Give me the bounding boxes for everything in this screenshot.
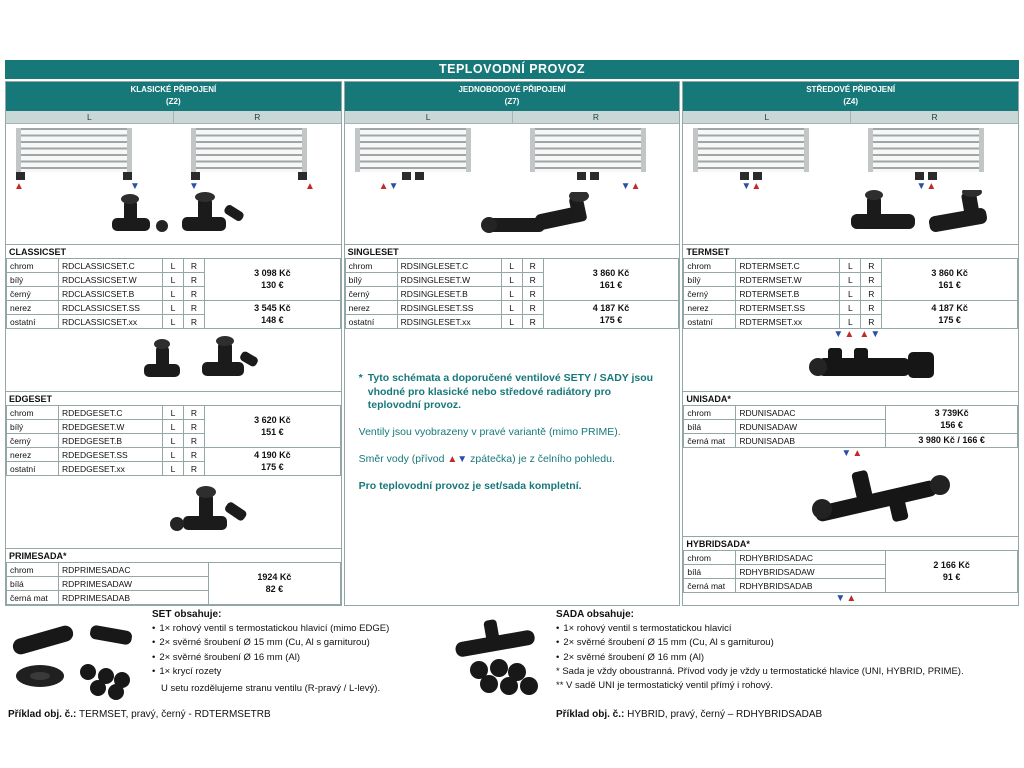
cell-color: bílý: [7, 420, 59, 434]
supply-arrow-icon: ▲: [859, 329, 870, 340]
list-item: [556, 622, 1001, 636]
label-right-variant: R: [254, 112, 261, 122]
cell-left: L: [163, 315, 184, 329]
supply-arrow-icon: ▲: [926, 181, 937, 192]
radiator-right-illustration: [191, 128, 307, 172]
cell-right: R: [861, 287, 882, 301]
label-left-variant: L: [6, 111, 174, 123]
cell-right: R: [522, 287, 543, 301]
cell-code: RDHYBRIDSADAC: [736, 551, 886, 565]
note-water-direction-pre: Směr vody (přívod: [358, 452, 445, 465]
sada-contents-block: [556, 609, 1001, 693]
return-arrow-icon: ▼: [833, 329, 844, 340]
sada-note-2: ** V sadě UNI je termostatický ventil přímý i rohový.: [556, 680, 773, 691]
cell-left: L: [840, 301, 861, 315]
cell-left: L: [501, 301, 522, 315]
table-row: [684, 301, 1018, 315]
label-right-variant: R: [931, 112, 938, 122]
cell-right: R: [522, 315, 543, 329]
cell-code: RDPRIMESADAW: [59, 577, 209, 591]
direction-indicators: [683, 448, 1018, 460]
note-schemas-text: Tyto schémata a doporučené ventilové SETY / SADY jsou vhodné pro klasické nebo středové radiátory pro teplovodní provoz.: [367, 372, 654, 412]
cell-color: bílá: [684, 565, 736, 579]
cell-code: RDCLASSICSET.W: [59, 273, 163, 287]
cell-color: černý: [345, 287, 397, 301]
price-eur: 151 €: [261, 426, 284, 437]
list-item: [556, 651, 1001, 665]
example-order-left: [8, 709, 271, 720]
bullet-icon: •: [556, 651, 560, 663]
price-eur: 161 €: [938, 279, 961, 290]
column-header: [6, 82, 341, 111]
cell-code: RDTERMSET.C: [736, 259, 840, 273]
cell-right: R: [522, 259, 543, 273]
cell-price: [543, 301, 679, 329]
cell-code: RDTERMSET.SS: [736, 301, 840, 315]
unisada-table: [683, 405, 1018, 448]
cell-right: R: [184, 301, 205, 315]
cell-code: RDUNISADAB: [736, 434, 886, 448]
price-czk: 3 739Kč: [934, 408, 969, 419]
list-item-text: 2× svěrné šroubení Ø 15 mm (Cu, Al s garniturou): [563, 637, 774, 649]
cell-code: RDSINGLESET.xx: [397, 315, 501, 329]
cell-price: [209, 563, 341, 605]
example-text: TERMSET, pravý, černý - RDTERMSETRB: [76, 709, 271, 720]
price-czk: 4 187 Kč: [931, 303, 968, 314]
diagram-stredove: [683, 124, 1018, 244]
cell-right: R: [184, 434, 205, 448]
radiator-right-illustration: [868, 128, 984, 172]
list-item-text: 2× svěrné šroubení Ø 16 mm (Al): [563, 651, 705, 663]
cell-right: R: [184, 315, 205, 329]
column-header: [683, 82, 1018, 111]
hybridsada-table: [683, 550, 1018, 593]
cell-right: R: [522, 273, 543, 287]
cell-price: [886, 551, 1018, 593]
cell-left: L: [163, 273, 184, 287]
cell-code: RDSINGLESET.B: [397, 287, 501, 301]
cell-right: R: [184, 259, 205, 273]
column-klasicke-pripojeni: [5, 81, 342, 606]
supply-arrow-icon: ▲: [751, 181, 762, 192]
set-name-primesada: PRIMESADA*: [6, 548, 341, 562]
edgeset-photo-area: [6, 329, 341, 391]
classicset-table: [6, 258, 341, 329]
label-right-variant: R: [592, 112, 599, 122]
cell-color: nerez: [684, 301, 736, 315]
note-water-direction: [359, 453, 666, 467]
direction-indicators: [683, 593, 1018, 605]
cell-left: L: [163, 462, 184, 476]
unisada-photo-area: [683, 341, 1018, 391]
table-row: [7, 448, 341, 462]
cell-code: RDEDGESET.xx: [59, 462, 163, 476]
cell-color: chrom: [7, 563, 59, 577]
cell-right: R: [861, 315, 882, 329]
termset-product-photo: [843, 190, 1008, 240]
list-item: [152, 622, 440, 636]
return-arrow-icon: ▼: [130, 181, 140, 192]
set-contents-footer: U setu rozdělujeme stranu ventilu (R-pravý / L-levý).: [161, 683, 381, 694]
set-name-singleset: SINGLESET: [345, 244, 680, 258]
column-header: [345, 82, 680, 111]
cell-color: bílý: [7, 273, 59, 287]
supply-arrow-icon: ▲: [447, 453, 458, 465]
singleset-table: [345, 258, 680, 329]
cell-right: R: [861, 259, 882, 273]
cell-color: bílý: [345, 273, 397, 287]
column-header-code: (Z7): [504, 97, 520, 106]
cell-color: černá mat: [684, 579, 736, 593]
list-item-text: 1× krycí rozety: [159, 665, 222, 677]
bullet-icon: •: [556, 623, 560, 634]
cell-code: RDCLASSICSET.xx: [59, 315, 163, 329]
cell-left: L: [163, 406, 184, 420]
cell-price: [205, 406, 341, 448]
radiator-right-illustration: [530, 128, 646, 172]
cell-right: R: [861, 273, 882, 287]
return-arrow-icon: ▼: [835, 593, 846, 604]
cell-left: L: [163, 287, 184, 301]
page-title: TEPLOVODNÍ PROVOZ: [5, 60, 1019, 79]
price-eur: 175 €: [261, 461, 284, 472]
set-contents-block: [152, 609, 440, 695]
column-header-code: (Z2): [166, 97, 181, 106]
list-item-text: 2× svěrné šroubení Ø 15 mm (Cu, Al s garniturou): [159, 637, 370, 649]
cell-left: L: [840, 315, 861, 329]
cell-color: bílá: [7, 577, 59, 591]
return-arrow-icon: ▼: [388, 181, 399, 192]
cell-left: L: [501, 315, 522, 329]
cell-color: chrom: [345, 259, 397, 273]
cell-color: bílý: [684, 273, 736, 287]
singleset-product-photo: [475, 192, 625, 240]
cell-right: R: [184, 287, 205, 301]
primesada-product-photo: [153, 482, 273, 542]
supply-arrow-icon: ▲: [14, 181, 24, 192]
cell-code: RDEDGESET.C: [59, 406, 163, 420]
lr-header: [6, 111, 341, 124]
cell-left: L: [163, 301, 184, 315]
cell-code: RDTERMSET.W: [736, 273, 840, 287]
column-header-title: STŘEDOVÉ PŘIPOJENÍ: [806, 85, 896, 94]
cell-left: L: [840, 273, 861, 287]
return-arrow-icon: ▼: [189, 181, 199, 192]
radiator-left-illustration: [16, 128, 132, 172]
edgeset-product-photo: [136, 334, 266, 386]
termset-table: [683, 258, 1018, 329]
price-eur: 148 €: [261, 314, 284, 325]
cell-right: R: [184, 420, 205, 434]
columns-container: [5, 81, 1019, 606]
cell-code: RDCLASSICSET.B: [59, 287, 163, 301]
cell-left: L: [163, 259, 184, 273]
price-eur: 156 €: [940, 419, 963, 430]
cell-left: L: [163, 434, 184, 448]
cell-right: R: [184, 406, 205, 420]
cell-color: ostatní: [684, 315, 736, 329]
cell-left: L: [840, 259, 861, 273]
cell-price: [886, 406, 1018, 434]
set-name-termset: TERMSET: [683, 244, 1018, 258]
cell-code: RDSINGLESET.SS: [397, 301, 501, 315]
cell-code: RDSINGLESET.W: [397, 273, 501, 287]
lr-header: [345, 111, 680, 124]
cell-color: černá mat: [684, 434, 736, 448]
column-jednobodove-pripojeni: [344, 81, 681, 606]
cell-code: RDCLASSICSET.SS: [59, 301, 163, 315]
cell-color: chrom: [7, 259, 59, 273]
set-name-classicset: CLASSICSET: [6, 244, 341, 258]
cell-price: [882, 259, 1018, 301]
cell-left: L: [163, 420, 184, 434]
note-schemas: [359, 372, 666, 413]
supply-arrow-icon: ▲: [378, 181, 389, 192]
price-czk: 3 620 Kč: [254, 415, 291, 426]
cell-code: RDEDGESET.B: [59, 434, 163, 448]
price-czk: 3 545 Kč: [254, 303, 291, 314]
cell-color: chrom: [684, 551, 736, 565]
cell-right: R: [184, 462, 205, 476]
price-czk: 4 190 Kč: [254, 450, 291, 461]
cell-code: RDUNISADAC: [736, 406, 886, 420]
label-left-variant: L: [345, 111, 513, 123]
table-row: [684, 259, 1018, 273]
notes-block: [345, 329, 680, 494]
cell-color: ostatní: [345, 315, 397, 329]
cell-color: ostatní: [7, 315, 59, 329]
unisada-product-photo: [796, 344, 946, 388]
column-stredove-pripojeni: [682, 81, 1019, 606]
list-item: [556, 636, 1001, 650]
cell-color: chrom: [684, 406, 736, 420]
bullet-icon: •: [152, 623, 156, 634]
table-row: [7, 563, 341, 577]
price-czk: 3 860 Kč: [931, 268, 968, 279]
supply-arrow-icon: ▲: [852, 448, 863, 459]
table-row: [7, 259, 341, 273]
example-order-right: [556, 709, 822, 720]
column-header-title: KLASICKÉ PŘIPOJENÍ: [130, 85, 217, 94]
price-czk: 3 860 Kč: [592, 268, 630, 279]
cell-color: nerez: [7, 448, 59, 462]
set-name-hybridsada: HYBRIDSADA*: [683, 536, 1018, 550]
edgeset-table: [6, 405, 341, 476]
hybridsada-photo-area: [683, 460, 1018, 536]
table-row: [7, 406, 341, 420]
cell-color: chrom: [684, 259, 736, 273]
table-row: [345, 259, 679, 273]
return-arrow-icon: ▼: [841, 448, 852, 459]
cell-left: L: [163, 448, 184, 462]
bullet-icon: •: [556, 637, 560, 649]
diagram-klasicke: [6, 124, 341, 244]
price-czk: 4 187 Kč: [592, 303, 630, 314]
cell-code: RDHYBRIDSADAB: [736, 579, 886, 593]
supply-arrow-icon: ▲: [305, 181, 315, 192]
column-header-title: JEDNOBODOVÉ PŘIPOJENÍ: [458, 85, 566, 94]
cell-code: RDEDGESET.W: [59, 420, 163, 434]
hybridsada-product-photo: [796, 465, 966, 531]
list-item-text: 1× rohový ventil s termostatickou hlavicí: [563, 623, 732, 634]
lr-header: [683, 111, 1018, 124]
list-item-text: 2× svěrné šroubení Ø 16 mm (Al): [159, 651, 301, 663]
set-contents-heading: SET obsahuje:: [152, 609, 222, 620]
cell-price: [205, 259, 341, 301]
cell-right: R: [184, 273, 205, 287]
set-components-photo: [8, 616, 146, 700]
cell-code: RDTERMSET.B: [736, 287, 840, 301]
cell-left: L: [501, 259, 522, 273]
example-text: HYBRID, pravý, černý – RDHYBRIDSADAB: [624, 709, 823, 720]
cell-right: R: [184, 448, 205, 462]
return-arrow-icon: ▼: [741, 181, 752, 192]
label-left-variant: L: [683, 111, 851, 123]
price-eur: 175 €: [938, 314, 961, 325]
bullet-icon: •: [152, 665, 156, 677]
cell-code: RDSINGLESET.C: [397, 259, 501, 273]
list-item: [152, 665, 440, 679]
supply-arrow-icon: ▲: [630, 181, 641, 192]
cell-color: nerez: [345, 301, 397, 315]
cell-color: nerez: [7, 301, 59, 315]
cell-code: RDEDGESET.SS: [59, 448, 163, 462]
example-label: Příklad obj. č.:: [8, 709, 77, 720]
price-eur: 91 €: [942, 571, 961, 582]
cell-color: černá mat: [7, 591, 59, 605]
example-label: Příklad obj. č.:: [556, 709, 625, 720]
price-eur: 175 €: [599, 314, 623, 325]
column-header-code: (Z4): [843, 97, 859, 106]
primesada-table: [6, 562, 341, 605]
cell-left: L: [840, 287, 861, 301]
note-complete: Pro teplovodní provoz je set/sada kompletní.: [358, 480, 582, 493]
list-item-text: 1× rohový ventil s termostatickou hlavicí (mimo EDGE): [159, 623, 390, 634]
cell-right: R: [522, 301, 543, 315]
cell-code: RDPRIMESADAC: [59, 563, 209, 577]
price-czk: 1924 Kč: [257, 572, 292, 583]
cell-price: [205, 301, 341, 329]
supply-arrow-icon: ▲: [846, 593, 857, 604]
note-valves-variant: Ventily jsou vyobrazeny v pravé variantě (mimo PRIME).: [358, 425, 621, 438]
sada-contents-heading: SADA obsahuje:: [556, 609, 634, 620]
bullet-icon: •: [152, 637, 156, 649]
return-arrow-icon: ▼: [620, 181, 631, 192]
price-eur: 130 €: [261, 279, 284, 290]
list-item: [152, 636, 440, 650]
list-item: [152, 651, 440, 665]
cell-color: chrom: [7, 406, 59, 420]
cell-color: černý: [7, 434, 59, 448]
table-row: [7, 301, 341, 315]
return-arrow-icon: ▼: [457, 453, 468, 465]
cell-color: ostatní: [7, 462, 59, 476]
radiator-left-illustration: [693, 128, 809, 172]
cell-price: 3 980 Kč / 166 €: [886, 434, 1018, 448]
sada-note-1: * Sada je vždy oboustranná. Přívod vody je vždy u termostatické hlavice (UNI, HYBRID, PRIME).: [556, 665, 964, 677]
price-czk: 3 098 Kč: [254, 268, 291, 279]
cell-code: RDCLASSICSET.C: [59, 259, 163, 273]
table-row: [684, 434, 1018, 448]
table-row: [345, 301, 679, 315]
cell-code: RDUNISADAW: [736, 420, 886, 434]
return-arrow-icon: ▼: [916, 181, 927, 192]
cell-left: L: [501, 287, 522, 301]
cell-code: RDTERMSET.xx: [736, 315, 840, 329]
price-eur: 161 €: [599, 279, 623, 290]
classicset-product-photo: [98, 192, 253, 240]
price-eur: 82 €: [265, 583, 284, 594]
diagram-jednobodove: [345, 124, 680, 244]
cell-price: [882, 301, 1018, 329]
return-arrow-icon: ▼: [870, 329, 881, 340]
cell-color: černý: [684, 287, 736, 301]
supply-arrow-icon: ▲: [844, 329, 855, 340]
cell-left: L: [501, 273, 522, 287]
asterisk: *: [358, 372, 363, 384]
price-czk: 2 166 Kč: [933, 560, 970, 571]
radiator-left-illustration: [355, 128, 471, 172]
sada-components-photo: [445, 618, 550, 700]
direction-indicators: [683, 329, 1018, 341]
table-row: [684, 406, 1018, 420]
cell-price: [543, 259, 679, 301]
table-row: [684, 551, 1018, 565]
cell-price: [205, 448, 341, 476]
cell-color: bílá: [684, 420, 736, 434]
set-name-edgeset: EDGESET: [6, 391, 341, 405]
primesada-photo-area: [6, 476, 341, 548]
bullet-icon: •: [152, 651, 156, 663]
note-water-direction-post: zpátečka) je z čelního pohledu.: [470, 452, 615, 465]
cell-right: R: [861, 301, 882, 315]
cell-color: černý: [7, 287, 59, 301]
set-name-unisada: UNISADA*: [683, 391, 1018, 405]
cell-code: RDPRIMESADAB: [59, 591, 209, 605]
cell-code: RDHYBRIDSADAW: [736, 565, 886, 579]
